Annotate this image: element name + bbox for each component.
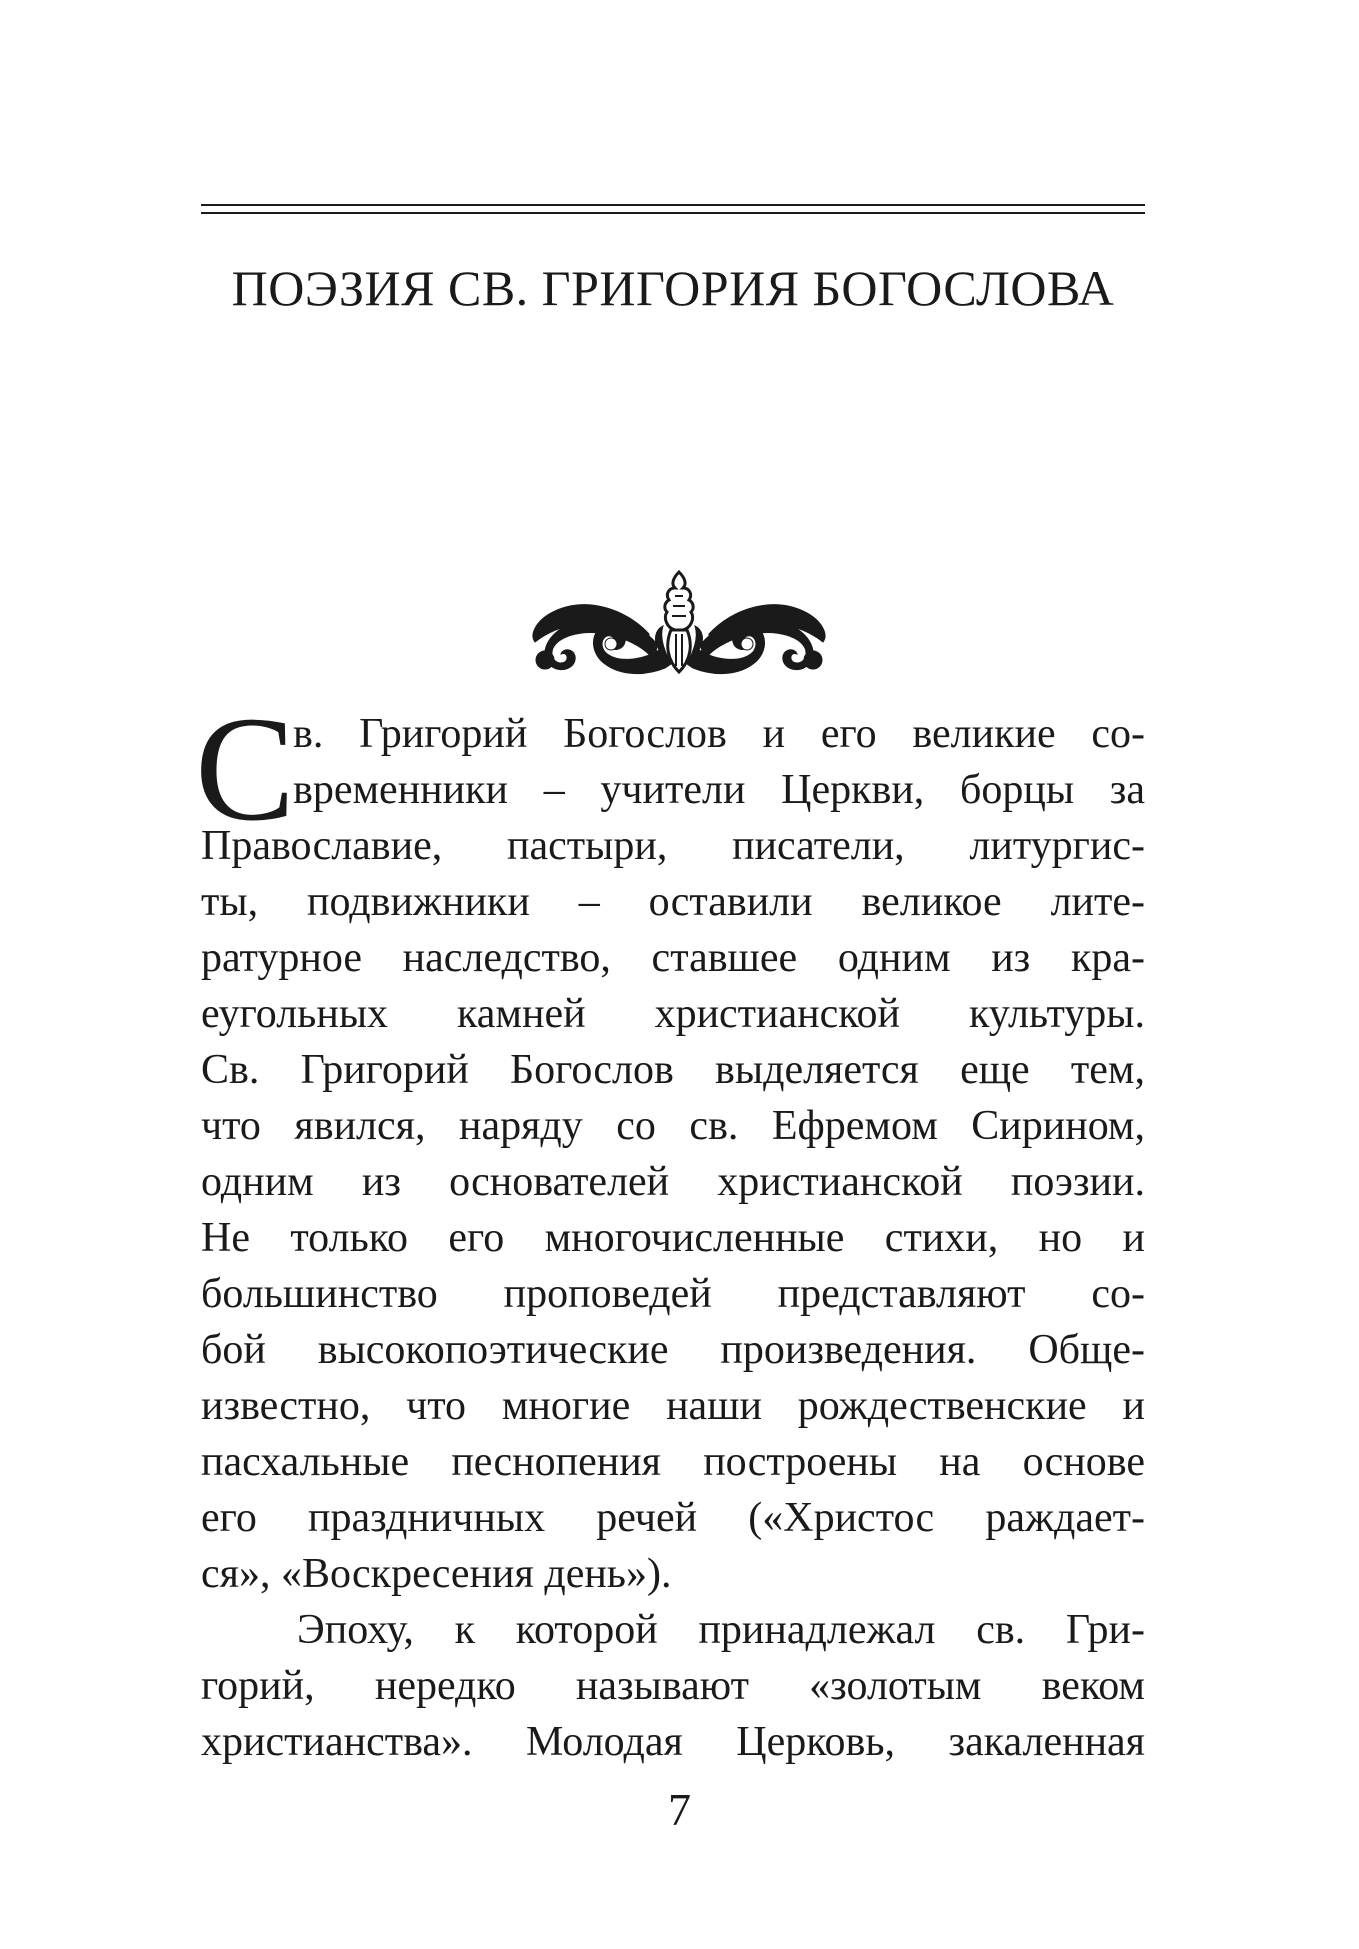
text-line: бой высокопоэтические произведения. Обще- [201,1327,1145,1373]
text-line: христианства». Молодая Церковь, закаленная [201,1719,1145,1765]
text-line: горий, нередко называют «золотым веком [201,1663,1145,1709]
paragraph-1 [201,706,1145,1602]
acanthus-ornament-icon [525,568,833,684]
header-rule-bottom [201,212,1145,214]
text-line: Не только его многочисленные стихи, но и [201,1215,1145,1261]
text-line: ты, подвижники – оставили великое лите- [201,879,1145,925]
text-line: известно, что многие наши рождественские и [201,1383,1145,1429]
page-number: 7 [668,1784,691,1835]
text-line: временники – учители Церкви, борцы за [293,767,1145,813]
text-line: большинство проповедей представляют со- [201,1271,1145,1317]
text-line: Эпоху, к которой принадлежал св. Гри- [297,1607,1145,1653]
text-line: Св. Григорий Богослов выделяется еще тем, [201,1047,1145,1093]
dropcap-letter: С [195,686,296,852]
text-line: ратурное наследство, ставшее одним из кра- [201,935,1145,981]
text-line: его праздничных речей («Христос раждает- [201,1495,1145,1541]
text-line: ся», «Воскресения день»). [201,1551,672,1597]
text-line: пасхальные песнопения построены на основе [201,1439,1145,1485]
header-rule-top [201,204,1145,206]
text-line: что явился, наряду со св. Ефремом Сирином, [201,1103,1145,1149]
text-line: в. Григорий Богослов и его великие со- [293,711,1145,757]
text-line: еугольных камней христианской культуры. [201,991,1145,1037]
chapter-title: ПОЭЗИЯ СВ. ГРИГОРИЯ БОГОСЛОВА [231,260,1115,316]
body-text [195,686,1145,1770]
paragraph-2 [201,1602,1145,1770]
text-line: одним из основателей христианской поэзии. [201,1159,1145,1205]
text-line: Православие, пастыри, писатели, литургис- [201,823,1145,869]
